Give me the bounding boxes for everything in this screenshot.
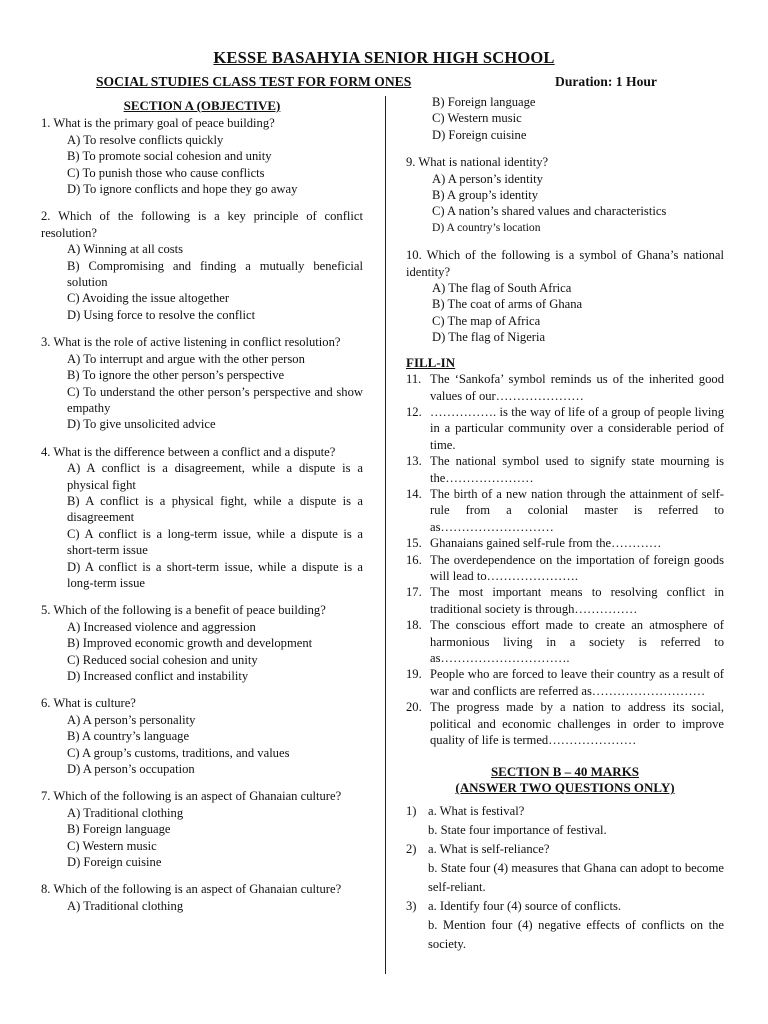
fill-in-heading: FILL-IN bbox=[406, 354, 456, 370]
question-1 bbox=[41, 115, 363, 197]
option: B) The coat of arms of Ghana bbox=[432, 297, 583, 312]
question-stem: 9. What is national identity? bbox=[406, 155, 549, 170]
section-a-heading: SECTION A (OBJECTIVE) bbox=[123, 98, 281, 113]
item-text: The ‘Sankofa’ symbol reminds us of the inherited good values of our………………… bbox=[430, 372, 724, 403]
option: A) Traditional clothing bbox=[67, 805, 184, 820]
option: D) A conflict is a short-term issue, while a dispute is a long-term issue bbox=[67, 559, 363, 590]
item-text: People who are forced to leave their country as a result of war and conflicts are referred as……………………… bbox=[430, 667, 724, 698]
part-b: b. State four (4) measures that Ghana can adopt to become self-reliant. bbox=[428, 861, 724, 895]
question-number: 3) bbox=[406, 899, 417, 914]
option: D) A country’s location bbox=[432, 220, 541, 234]
part-a: a. Identify four (4) source of conflicts. bbox=[428, 899, 622, 914]
item-text: ……………. is the way of life of a group of people living in a particular community over a considerable period of time. bbox=[430, 404, 724, 452]
option: D) A person’s occupation bbox=[67, 762, 195, 777]
option: A) A person’s personality bbox=[67, 712, 196, 727]
left-column bbox=[41, 98, 363, 925]
item-text: The overdependence on the importation of foreign goods will lead to…………………. bbox=[430, 552, 724, 583]
option: B) A conflict is a physical fight, while a dispute is a disagreement bbox=[67, 493, 363, 525]
option: A) To interrupt and argue with the other person bbox=[67, 351, 305, 366]
question-stem: 3. What is the role of active listening in conflict resolution? bbox=[41, 335, 341, 350]
question-2 bbox=[41, 208, 363, 323]
question-stem: 10. Which of the following is a symbol of Ghana’s national identity? bbox=[406, 248, 724, 279]
part-a: a. What is festival? bbox=[428, 804, 525, 819]
item-text: The most important means to resolving conflict in traditional society is through…………… bbox=[430, 585, 724, 616]
section-b-instruction: (ANSWER TWO QUESTIONS ONLY) bbox=[455, 780, 675, 796]
option: D) To ignore conflicts and hope they go away bbox=[67, 182, 298, 197]
option: A) Traditional clothing bbox=[67, 898, 184, 913]
option: C) To understand the other person’s perspective and show empathy bbox=[67, 384, 363, 415]
option: B) Foreign language bbox=[432, 95, 536, 109]
item-number: 14. bbox=[406, 486, 422, 501]
option: A) Winning at all costs bbox=[67, 242, 184, 257]
part-b: b. State four importance of festival. bbox=[428, 823, 607, 838]
option: B) To promote social cohesion and unity bbox=[67, 149, 272, 164]
question-7 bbox=[41, 788, 363, 870]
question-9 bbox=[406, 154, 724, 236]
question-10 bbox=[406, 247, 724, 345]
option: A) The flag of South Africa bbox=[432, 281, 572, 296]
option: D) Foreign cuisine bbox=[67, 855, 162, 870]
question-6 bbox=[41, 695, 363, 777]
option: C) Western music bbox=[67, 838, 157, 853]
option: B) Foreign language bbox=[67, 822, 171, 837]
item-number: 11. bbox=[406, 372, 422, 387]
question-body bbox=[428, 840, 724, 897]
option: C) Western music bbox=[432, 111, 522, 126]
option: B) To ignore the other person’s perspective bbox=[67, 368, 285, 383]
fill-in-item bbox=[406, 699, 724, 748]
option: B) Compromising and finding a mutually beneficial solution bbox=[67, 258, 363, 290]
option: D) Foreign cuisine bbox=[432, 127, 527, 142]
item-text: The progress made by a nation to address its social, political and economic challenges in order to improve quality of life is termed………………… bbox=[430, 700, 724, 748]
item-number: 13. bbox=[406, 454, 422, 469]
item-number: 15. bbox=[406, 536, 422, 551]
section-b-title: SECTION B – 40 MARKS bbox=[490, 764, 640, 780]
section-b-heading bbox=[406, 764, 724, 796]
option: A) Increased violence and aggression bbox=[67, 619, 256, 634]
item-number: 20. bbox=[406, 700, 422, 715]
fill-in-item bbox=[406, 371, 724, 404]
item-number: 19. bbox=[406, 667, 422, 682]
option: A) To resolve conflicts quickly bbox=[67, 132, 224, 147]
option: C) To punish those who cause conflicts bbox=[67, 165, 265, 180]
item-text: The conscious effort made to create an atmosphere of harmonious living in a society is referred to as…………………………. bbox=[430, 618, 724, 665]
question-stem: 8. Which of the following is an aspect of Ghanaian culture? bbox=[41, 882, 342, 897]
part-b: b. Mention four (4) negative effects of conflicts on the society. bbox=[428, 918, 724, 952]
question-stem: 1. What is the primary goal of peace building? bbox=[41, 116, 275, 131]
question-number: 1) bbox=[406, 804, 417, 819]
fill-in-item bbox=[406, 617, 724, 666]
section-b-question-3 bbox=[406, 897, 724, 954]
section-b-question-2 bbox=[406, 840, 724, 897]
question-body bbox=[428, 897, 724, 954]
item-number: 18. bbox=[406, 618, 422, 633]
fill-in-item bbox=[406, 535, 724, 551]
item-text: Ghanaians gained self-rule from the………… bbox=[430, 536, 662, 551]
right-column bbox=[406, 94, 724, 954]
option: A) A conflict is a disagreement, while a dispute is a physical fight bbox=[67, 461, 363, 492]
question-8 bbox=[41, 881, 363, 914]
item-number: 12. bbox=[406, 404, 422, 419]
option: A) A person’s identity bbox=[432, 171, 543, 186]
option: C) A nation’s shared values and characteristics bbox=[432, 204, 667, 219]
option: D) To give unsolicited advice bbox=[67, 417, 216, 432]
item-number: 16. bbox=[406, 552, 422, 567]
question-8-continued bbox=[406, 94, 724, 143]
question-body bbox=[428, 802, 724, 840]
option: C) A group’s customs, traditions, and values bbox=[67, 745, 290, 760]
item-text: The national symbol used to signify state mourning is the………………… bbox=[430, 454, 724, 485]
fill-in-item bbox=[406, 666, 724, 699]
part-a: a. What is self-reliance? bbox=[428, 842, 550, 857]
option: D) The flag of Nigeria bbox=[432, 330, 546, 345]
question-number: 2) bbox=[406, 842, 417, 857]
option: C) Avoiding the issue altogether bbox=[67, 291, 230, 306]
question-stem: 4. What is the difference between a conflict and a dispute? bbox=[41, 444, 336, 459]
school-name: KESSE BASAHYIA SENIOR HIGH SCHOOL bbox=[213, 48, 555, 67]
option: B) Improved economic growth and development bbox=[67, 636, 313, 651]
question-stem: 2. Which of the following is a key principle of conflict resolution? bbox=[41, 209, 363, 240]
option: B) A country’s language bbox=[67, 729, 190, 744]
question-3 bbox=[41, 334, 363, 432]
option: D) Using force to resolve the conflict bbox=[67, 307, 256, 322]
item-number: 17. bbox=[406, 585, 422, 600]
fill-in-item bbox=[406, 584, 724, 617]
column-divider bbox=[385, 96, 386, 974]
question-stem: 5. Which of the following is a benefit of peace building? bbox=[41, 603, 326, 618]
test-title: SOCIAL STUDIES CLASS TEST FOR FORM ONES bbox=[96, 74, 412, 89]
option: D) Increased conflict and instability bbox=[67, 669, 249, 683]
fill-in-item bbox=[406, 552, 724, 585]
item-text: The birth of a new nation through the attainment of self-rule from a colonial master is referred to as……………………… bbox=[430, 486, 724, 534]
fill-in-item bbox=[406, 404, 724, 453]
question-stem: 6. What is culture? bbox=[41, 696, 136, 711]
option: C) The map of Africa bbox=[432, 313, 541, 328]
test-duration: Duration: 1 Hour bbox=[555, 74, 657, 89]
question-stem: 7. Which of the following is an aspect of Ghanaian culture? bbox=[41, 789, 342, 804]
question-5 bbox=[41, 602, 363, 684]
question-4 bbox=[41, 444, 363, 592]
fill-in-item bbox=[406, 453, 724, 486]
option: C) A conflict is a long-term issue, while a dispute is a short-term issue bbox=[67, 526, 363, 558]
option: C) Reduced social cohesion and unity bbox=[67, 652, 258, 667]
section-b-question-1 bbox=[406, 802, 724, 840]
option: B) A group’s identity bbox=[432, 188, 539, 203]
fill-in-item bbox=[406, 486, 724, 535]
